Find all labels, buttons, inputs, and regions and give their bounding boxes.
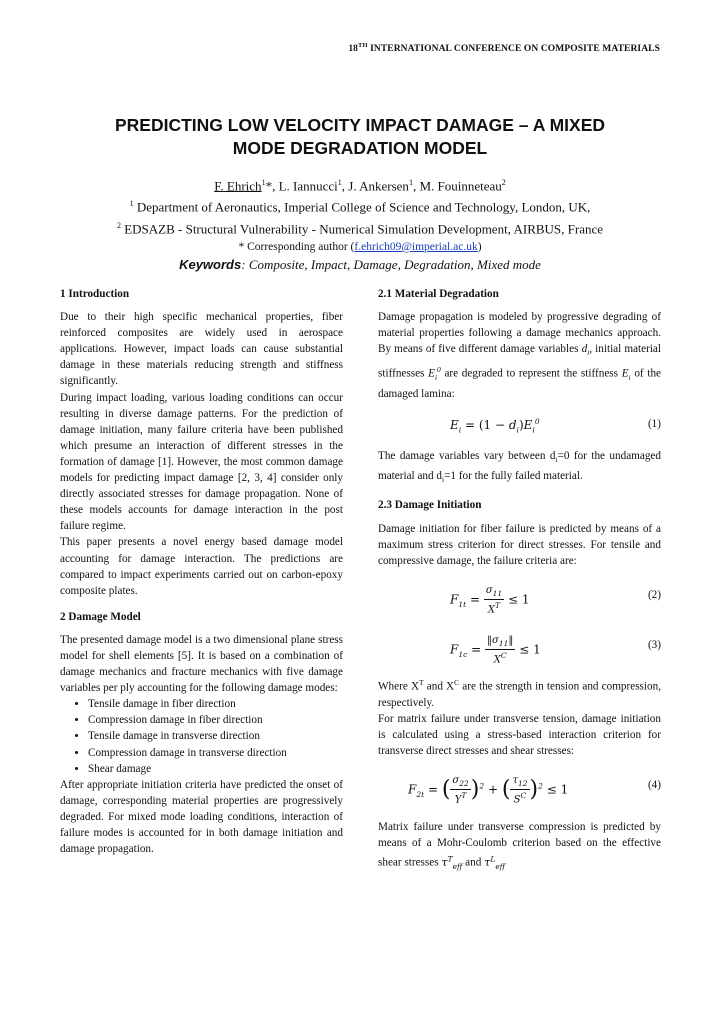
paragraph: After appropriate initiation criteria have predicted the onset of damage, corresponding material properties are progressively degraded. For mixed mode loading conditions, interaction of failure modes is accounted for in both damage initiation and damage propagation.: [60, 778, 343, 856]
paragraph: Damage propagation is modeled by progressive degrading of material properties following a damage mechanics approach. By means of five different damage variables $d_i$, initial material stiffnesses $E_i^0$ are degraded to represent the stiffness $E_i$ of the damaged lamina:: [378, 311, 662, 400]
author-list: F. Ehrich$^1$*, L. Iannucci$^1$, J. Ankersen$^1$, M. Fouinneteau$^2$: [214, 178, 506, 194]
paragraph: This paper presents a novel energy based damage model accounting for damage interaction. The predictions are compared to impact experiments carried out on carbon-epoxy composite plates.: [60, 536, 343, 597]
keywords-line: Keywords: Composite, Impact, Damage, Degradation, Mixed mode: [179, 257, 541, 272]
equation-4: $F_{2t}$ = ( $\frac{\sigma_{22}}{Y^T}$ )$^2$ + ( $\frac{\tau_{12}}{S^C}$ )$^2$ ≤ 1 (4): [408, 775, 661, 806]
list-item: • Tensile damage in fiber direction: [88, 696, 343, 712]
corresponding-author: * Corresponding author (f.ehrich09@imperial.ac.uk): [238, 240, 482, 253]
list-item: • Compression damage in fiber direction: [88, 712, 343, 728]
email-link[interactable]: f.ehrich09@imperial.ac.uk: [354, 240, 478, 253]
paragraph: The damage variables vary between $d_i=0$ for the undamaged material and $d_i=1$ for the fully failed material.: [378, 449, 661, 485]
equation-2: $F_{1t}$ = $\frac{\sigma_{11}}{X^T}$ ≤ 1 (2): [450, 584, 661, 616]
section-heading: 2.1 Material Degradation: [378, 288, 499, 300]
list-item: • Tensile damage in transverse direction: [88, 728, 343, 744]
paragraph: Matrix failure under transverse compression is predicted by means of a Mohr-Coulomb criterion based on the effective shear stresses $\tau^T_{eff}$ and $\tau^L_{eff}$: [378, 821, 661, 872]
list-item: • Compression damage in transverse direction: [88, 745, 343, 761]
section-heading: 1 Introduction: [60, 288, 130, 300]
affiliation-1: $^1$ Department of Aeronautics, Imperial College of Science and Technology, London, UK,: [129, 199, 591, 215]
list-item: • Shear damage: [88, 761, 343, 777]
author-block: [0, 174, 720, 256]
section-heading: 2 Damage Model: [60, 610, 141, 623]
paragraph: Due to their high specific mechanical properties, fiber reinforced composites are widely used in aerospace applications. However, impact loads can cause substantial damage in these materials reducing strength and stiffness significantly.: [60, 311, 343, 388]
paragraph: The presented damage model is a two dimensional plane stress model for shell elements [5]. It is based on a combination of damage mechanics and fracture mechanics with five damage variables per ply accounting for the following damage modes:: [60, 633, 343, 695]
equation-1: $E_i = (1 - d_i)E_i^0$ (1): [450, 416, 661, 435]
right-column: [378, 286, 661, 875]
paragraph: For matrix failure under transverse tension, damage initiation is calculated using a stress-based interaction criterion for transverse direct stresses and shear stresses:: [378, 712, 661, 757]
conference-header: 18TH INTERNATIONAL CONFERENCE ON COMPOSITE MATERIALS: [348, 42, 660, 55]
damage-mode-list: [60, 696, 343, 776]
paragraph: During impact loading, various loading conditions can occur resulting in diverse damage patterns. For the prediction of damage initiation, many failure criteria have been published which presume an interaction of different stresses in the formation of damage [1]. However, the most common damage models for predicting impact damage [2, 3, 4] consider only directly associated stresses for damage propagation. None of these models accounts for damage interaction in the post failure regime.: [60, 391, 343, 533]
paper-title: PREDICTING LOW VELOCITY IMPACT DAMAGE – A MIXED MODE DEGRADATION MODEL: [114, 115, 606, 158]
paragraph: Damage initiation for fiber failure is predicted by means of a maximum stress criterion for direct stresses. For tensile and compressive damage, the failure criteria are:: [378, 522, 661, 567]
left-column: [60, 286, 343, 857]
equation-3: $F_{1c}$ = $\frac{‖\sigma_{11}‖}{X^C}$ ≤ 1 (3): [450, 634, 661, 666]
paragraph: Where $X^T$ and $X^C$ are the strength in tension and compression, respectively.: [378, 677, 662, 709]
section-heading: 2.3 Damage Initiation: [378, 499, 482, 512]
affiliation-2: $^2$ EDSAZB - Structural Vulnerability - Numerical Simulation Development, AIRBUS, France: [116, 220, 604, 236]
